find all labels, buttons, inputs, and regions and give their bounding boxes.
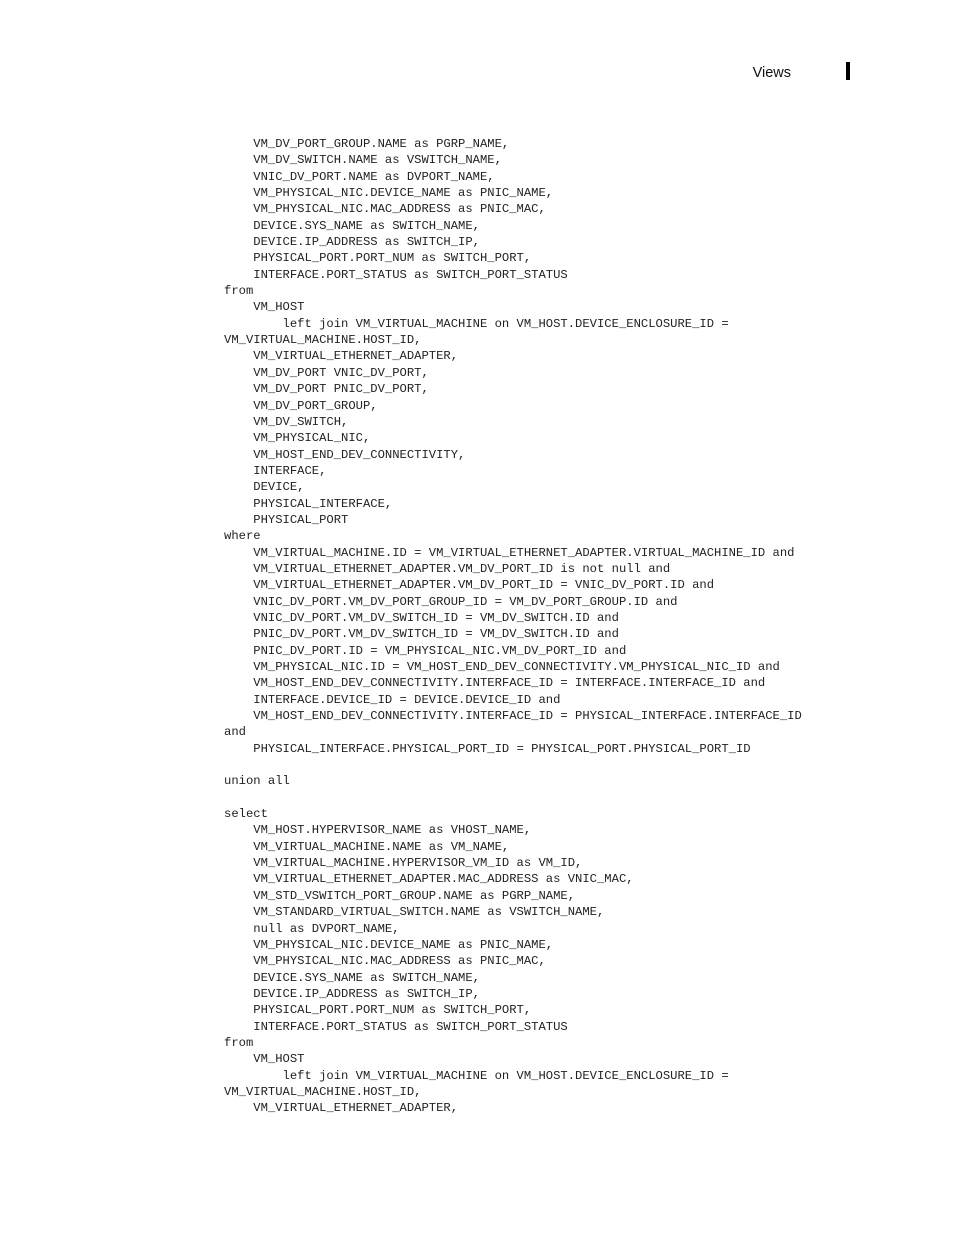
code-line: DEVICE, — [224, 480, 305, 495]
code-line: VM_VIRTUAL_MACHINE.NAME as VM_NAME, — [224, 839, 510, 854]
code-line: VM_PHYSICAL_NIC.DEVICE_NAME as PNIC_NAME, — [224, 937, 554, 952]
code-line: VM_VIRTUAL_MACHINE.HYPERVISOR_VM_ID as VM_ID, — [224, 856, 583, 871]
code-line: union all — [224, 774, 290, 789]
code-line: DEVICE.SYS_NAME as SWITCH_NAME, — [224, 970, 480, 985]
code-line: VM_VIRTUAL_ETHERNET_ADAPTER, — [224, 349, 459, 364]
code-line — [224, 757, 802, 773]
code-line: VM_PHYSICAL_NIC, — [224, 431, 371, 446]
code-line: PHYSICAL_PORT.PORT_NUM as SWITCH_PORT, — [224, 251, 532, 266]
code-line: VM_HOST_END_DEV_CONNECTIVITY.INTERFACE_ID = INTERFACE.INTERFACE_ID and — [224, 676, 766, 691]
code-line: PHYSICAL_INTERFACE, — [224, 496, 393, 511]
code-line: VM_VIRTUAL_ETHERNET_ADAPTER.VM_DV_PORT_ID is not null and — [224, 561, 671, 576]
code-line: from — [224, 1035, 254, 1050]
code-line: INTERFACE.PORT_STATUS as SWITCH_PORT_STATUS — [224, 1019, 568, 1034]
code-line: VM_VIRTUAL_ETHERNET_ADAPTER, — [224, 1101, 459, 1116]
code-line: and — [224, 725, 246, 740]
code-line: VM_HOST — [224, 300, 305, 315]
sql-code-listing — [224, 136, 802, 1117]
code-line: left join VM_VIRTUAL_MACHINE on VM_HOST.DEVICE_ENCLOSURE_ID = — [224, 316, 729, 331]
code-line: VM_PHYSICAL_NIC.MAC_ADDRESS as PNIC_MAC, — [224, 202, 546, 217]
code-line: VM_DV_PORT VNIC_DV_PORT, — [224, 365, 429, 380]
code-line: PNIC_DV_PORT.VM_DV_SWITCH_ID = VM_DV_SWITCH.ID and — [224, 627, 619, 642]
code-line: INTERFACE.PORT_STATUS as SWITCH_PORT_STATUS — [224, 267, 568, 282]
code-line: INTERFACE.DEVICE_ID = DEVICE.DEVICE_ID and — [224, 692, 561, 707]
code-line: VM_HOST.HYPERVISOR_NAME as VHOST_NAME, — [224, 823, 532, 838]
code-line: VM_DV_SWITCH, — [224, 414, 349, 429]
code-line: PNIC_DV_PORT.ID = VM_PHYSICAL_NIC.VM_DV_PORT_ID and — [224, 643, 627, 658]
code-line: where — [224, 529, 261, 544]
code-line: VM_PHYSICAL_NIC.ID = VM_HOST_END_DEV_CONNECTIVITY.VM_PHYSICAL_NIC_ID and — [224, 660, 780, 674]
code-line: VNIC_DV_PORT.VM_DV_PORT_GROUP_ID = VM_DV_PORT_GROUP.ID and — [224, 594, 678, 609]
code-line: VM_DV_PORT_GROUP.NAME as PGRP_NAME, — [224, 137, 510, 151]
code-line: VM_HOST — [224, 1052, 305, 1067]
code-line: from — [224, 284, 254, 299]
code-line: DEVICE.IP_ADDRESS as SWITCH_IP, — [224, 986, 480, 1001]
change-bar — [846, 62, 850, 80]
code-line: VM_VIRTUAL_MACHINE.ID = VM_VIRTUAL_ETHERNET_ADAPTER.VIRTUAL_MACHINE_ID and — [224, 545, 795, 560]
code-line: VNIC_DV_PORT.NAME as DVPORT_NAME, — [224, 169, 495, 184]
code-line: VM_STANDARD_VIRTUAL_SWITCH.NAME as VSWITCH_NAME, — [224, 905, 605, 920]
code-line: PHYSICAL_PORT — [224, 512, 349, 527]
page-header — [0, 62, 954, 86]
code-line: VM_VIRTUAL_ETHERNET_ADAPTER.MAC_ADDRESS as VNIC_MAC, — [224, 872, 634, 887]
code-line: DEVICE.SYS_NAME as SWITCH_NAME, — [224, 218, 480, 233]
code-line: DEVICE.IP_ADDRESS as SWITCH_IP, — [224, 235, 480, 250]
code-line: left join VM_VIRTUAL_MACHINE on VM_HOST.DEVICE_ENCLOSURE_ID = — [224, 1068, 729, 1083]
code-line: INTERFACE, — [224, 463, 327, 478]
code-line: VM_DV_SWITCH.NAME as VSWITCH_NAME, — [224, 153, 502, 168]
code-line — [224, 790, 802, 806]
code-line: null as DVPORT_NAME, — [224, 921, 400, 936]
code-line: PHYSICAL_PORT.PORT_NUM as SWITCH_PORT, — [224, 1003, 532, 1018]
code-line: VNIC_DV_PORT.VM_DV_SWITCH_ID = VM_DV_SWITCH.ID and — [224, 610, 619, 625]
code-line: VM_STD_VSWITCH_PORT_GROUP.NAME as PGRP_NAME, — [224, 888, 576, 903]
code-line: VM_DV_PORT PNIC_DV_PORT, — [224, 382, 429, 397]
code-line: VM_VIRTUAL_MACHINE.HOST_ID, — [224, 1084, 422, 1099]
code-line: VM_PHYSICAL_NIC.DEVICE_NAME as PNIC_NAME, — [224, 186, 554, 201]
code-line: VM_HOST_END_DEV_CONNECTIVITY, — [224, 447, 466, 462]
code-line: VM_HOST_END_DEV_CONNECTIVITY.INTERFACE_ID = PHYSICAL_INTERFACE.INTERFACE_ID — [224, 709, 802, 724]
code-line: VM_VIRTUAL_MACHINE.HOST_ID, — [224, 333, 422, 348]
code-line: PHYSICAL_INTERFACE.PHYSICAL_PORT_ID = PHYSICAL_PORT.PHYSICAL_PORT_ID — [224, 741, 751, 756]
code-line: select — [224, 807, 268, 822]
code-line: VM_DV_PORT_GROUP, — [224, 398, 378, 413]
section-title: Views — [752, 65, 791, 81]
code-line: VM_PHYSICAL_NIC.MAC_ADDRESS as PNIC_MAC, — [224, 954, 546, 969]
code-line: VM_VIRTUAL_ETHERNET_ADAPTER.VM_DV_PORT_ID = VNIC_DV_PORT.ID and — [224, 578, 715, 593]
